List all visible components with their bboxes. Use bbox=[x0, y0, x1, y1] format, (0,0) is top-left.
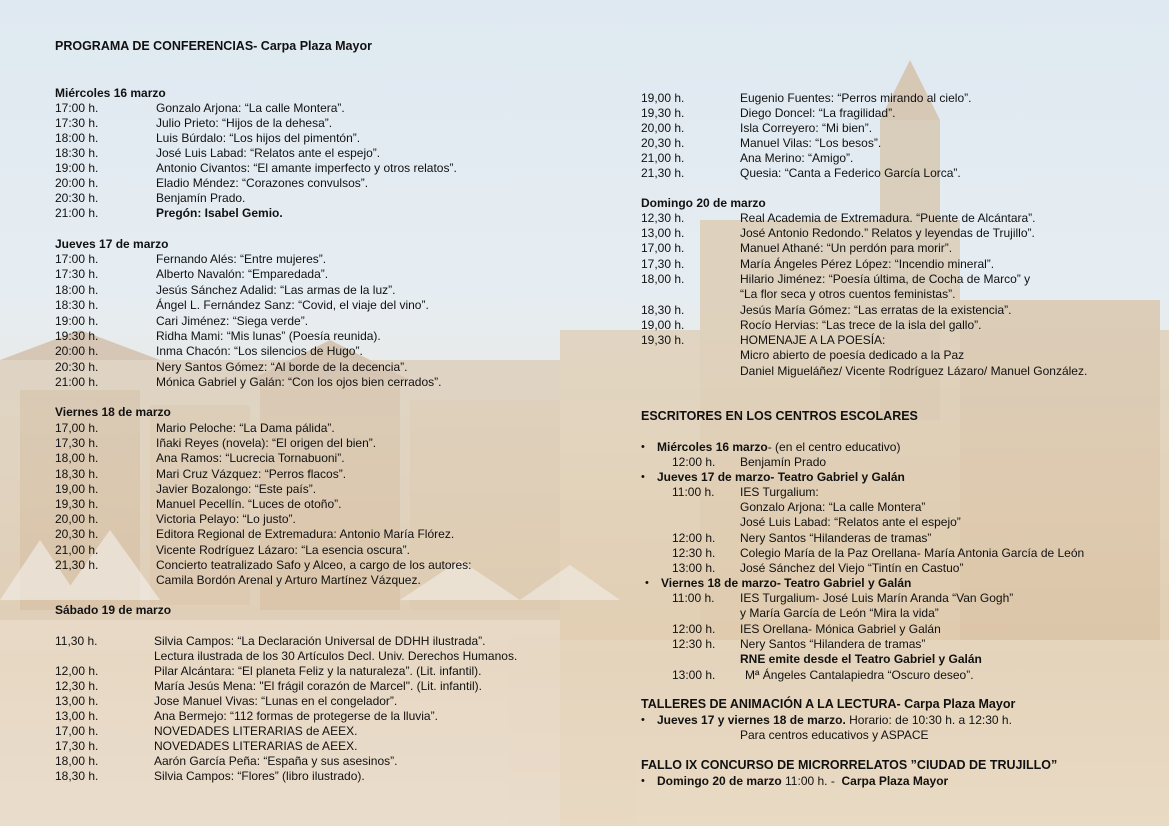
session-text: Jesús Sánchez Adalid: “Las armas de la luz”. bbox=[156, 283, 396, 297]
session-time: 12,30 h. bbox=[641, 211, 685, 225]
session-time: 20:00 h. bbox=[55, 344, 99, 358]
session-text: Editora Regional de Extremadura: Antonio María Flórez. bbox=[156, 527, 455, 541]
session-time: 19,30 h. bbox=[641, 333, 685, 347]
session-text: Mª Ángeles Cantalapiedra “Oscuro deseo”. bbox=[745, 668, 974, 682]
session-time: 13,00 h. bbox=[641, 226, 685, 240]
session-text: Jose Manuel Vivas: “Lunas en el congelador”. bbox=[154, 694, 398, 708]
session-text: NOVEDADES LITERARIAS de AEEX. bbox=[154, 739, 358, 753]
session-time: 21:00 h. bbox=[55, 375, 99, 389]
session-time: 12:30 h. bbox=[672, 546, 716, 560]
session-text: Mónica Gabriel y Galán: “Con los ojos bien cerrados”. bbox=[156, 375, 442, 389]
session-time: 13:00 h. bbox=[672, 561, 716, 575]
session-text: Iñaki Reyes (novela): “El origen del bien”. bbox=[156, 436, 377, 450]
session-time: 17:00 h. bbox=[55, 101, 99, 115]
session-time: 12:00 h. bbox=[672, 531, 716, 545]
session-text: María Ángeles Pérez López: “Incendio mineral”. bbox=[740, 257, 995, 271]
workshops-schedule: Jueves 17 y viernes 18 de marzo. Horario: de 10:30 h. a 12:30 h. bbox=[657, 713, 1012, 727]
session-time: 20,30 h. bbox=[641, 136, 685, 150]
session-text: Ana Merino: “Amigo”. bbox=[740, 151, 854, 165]
session-text: Ana Bermejo: “112 formas de protegerse de la lluvia”. bbox=[154, 709, 438, 723]
session-time: 11,30 h. bbox=[55, 634, 98, 648]
session-text-continued: Daniel Migueláñez/ Vicente Rodríguez Lázaro/ Manuel González. bbox=[740, 364, 1088, 378]
session-time: 19,00 h. bbox=[55, 482, 99, 496]
session-text: Benjamín Prado bbox=[740, 455, 827, 469]
session-time: 20,30 h. bbox=[55, 527, 99, 541]
session-time: 11:00 h. bbox=[672, 591, 715, 605]
session-text: Mario Peloche: “La Dama pálida”. bbox=[156, 421, 335, 435]
session-text: Real Academia de Extremadura. “Puente de Alcántara”. bbox=[740, 211, 1036, 225]
contest-schedule: Domingo 20 de marzo 11:00 h. - Carpa Plaza Mayor bbox=[657, 774, 949, 788]
session-text: María Jesús Mena: "El frágil corazón de Marcel". (Lit. infantil). bbox=[154, 679, 482, 693]
day-heading-sunday: Domingo 20 de marzo bbox=[641, 196, 766, 210]
session-text: Inma Chacón: “Los silencios de Hugo”. bbox=[156, 344, 363, 358]
session-time: 19,30 h. bbox=[55, 497, 99, 511]
session-text: Silvia Campos: “Flores” (libro ilustrado). bbox=[154, 769, 365, 783]
session-time: 13,00 h. bbox=[55, 709, 99, 723]
session-text: HOMENAJE A LA POESÍA: bbox=[740, 333, 886, 347]
session-time: 19,30 h. bbox=[641, 106, 685, 120]
session-time: 12:00 h. bbox=[672, 622, 716, 636]
session-text: José Luis Labad: “Relatos ante el espejo”. bbox=[156, 146, 381, 160]
session-time: 21:00 h. bbox=[55, 206, 99, 220]
session-text: José Antonio Redondo.” Relatos y leyendas de Trujillo”. bbox=[740, 226, 1035, 240]
session-text-continued: José Luis Labad: “Relatos ante el espejo” bbox=[740, 515, 961, 529]
session-text: Concierto teatralizado Safo y Alceo, a cargo de los autores: bbox=[156, 558, 472, 572]
session-time: 18:00 h. bbox=[55, 283, 99, 297]
session-text: Luis Búrdalo: “Los hijos del pimentón”. bbox=[156, 131, 361, 145]
session-time: 18:30 h. bbox=[55, 146, 99, 160]
session-time: 19,00 h. bbox=[641, 318, 685, 332]
session-text-continued: Lectura ilustrada de los 30 Artículos Decl. Univ. Derechos Humanos. bbox=[154, 649, 518, 663]
session-time: 20:30 h. bbox=[55, 191, 99, 205]
session-time: 17,30 h. bbox=[55, 436, 99, 450]
day-heading-saturday: Sábado 19 de marzo bbox=[55, 603, 172, 617]
session-time: 17:30 h. bbox=[55, 116, 99, 130]
bullet: • bbox=[641, 441, 645, 453]
session-text: Ana Ramos: “Lucrecia Tornabuoni”. bbox=[156, 451, 345, 465]
bullet: • bbox=[645, 577, 649, 589]
page-title: PROGRAMA DE CONFERENCIAS- Carpa Plaza Mayor bbox=[55, 39, 372, 53]
session-time: 18,30 h. bbox=[641, 303, 685, 317]
session-time: 21,30 h. bbox=[641, 166, 685, 180]
session-time: 12,30 h. bbox=[55, 679, 99, 693]
session-text: Quesia: “Canta a Federico García Lorca”. bbox=[740, 166, 961, 180]
bullet: • bbox=[641, 775, 645, 787]
session-text: Eugenio Fuentes: “Perros mirando al cielo”. bbox=[740, 91, 972, 105]
session-text: Ángel L. Fernández Sanz: “Covid, el viaje del vino”. bbox=[156, 298, 429, 312]
session-time: 20,00 h. bbox=[641, 121, 685, 135]
day-heading-wednesday: Miércoles 16 marzo bbox=[55, 86, 166, 100]
session-time: 19,00 h. bbox=[641, 91, 685, 105]
session-text-continued: Micro abierto de poesía dedicado a la Paz bbox=[740, 348, 965, 362]
session-text: Victoria Pelayo: “Lo justo”. bbox=[156, 512, 296, 526]
session-text: Nery Santos “Hilanderas de tramas” bbox=[740, 531, 932, 545]
day-heading-friday: Viernes 18 de marzo bbox=[55, 405, 171, 419]
session-time: 18,00 h. bbox=[641, 272, 685, 286]
session-time: 12:30 h. bbox=[672, 637, 716, 651]
session-time: 20:00 h. bbox=[55, 176, 99, 190]
session-time: 20:30 h. bbox=[55, 360, 99, 374]
session-text-continued: Camila Bordón Arenal y Arturo Martínez Vázquez. bbox=[156, 573, 421, 587]
session-text: Javier Bozalongo: “Este país”. bbox=[156, 482, 317, 496]
session-text: Nery Santos Gómez: “Al borde de la decencia”. bbox=[156, 360, 408, 374]
session-time: 17:30 h. bbox=[55, 267, 99, 281]
rne-broadcast-note: RNE emite desde el Teatro Gabriel y Galán bbox=[740, 652, 982, 666]
session-text-pregon: Pregón: Isabel Gemio. bbox=[156, 206, 283, 220]
session-time: 18,30 h. bbox=[55, 467, 99, 481]
session-text: Hilario Jiménez: “Poesía última, de Cocha de Marco” y bbox=[740, 272, 1031, 286]
session-time: 17,00 h. bbox=[55, 724, 99, 738]
session-text: Manuel Athané: “Un perdón para morir”. bbox=[740, 241, 953, 255]
session-text: Vicente Rodríguez Lázaro: “La esencia oscura”. bbox=[156, 543, 410, 557]
schools-group-heading: Miércoles 16 marzo- (en el centro educativo) bbox=[657, 440, 901, 454]
bullet: • bbox=[641, 471, 645, 483]
session-time: 19:00 h. bbox=[55, 161, 99, 175]
schools-group-heading: Jueves 17 de marzo- Teatro Gabriel y Galán bbox=[657, 470, 905, 484]
session-text-continued: y María García de León “Mira la vida” bbox=[740, 606, 939, 620]
bullet: • bbox=[641, 714, 645, 726]
session-time: 12,00 h. bbox=[55, 664, 99, 678]
session-time: 12:00 h. bbox=[672, 455, 716, 469]
session-time: 18,00 h. bbox=[55, 451, 99, 465]
session-time: 18:00 h. bbox=[55, 131, 99, 145]
session-text: IES Turgalium- José Luis Marín Aranda “Van Gogh” bbox=[740, 591, 1014, 605]
session-text: IES Turgalium: bbox=[740, 485, 819, 499]
session-text: Nery Santos “Hilandera de tramas” bbox=[740, 637, 926, 651]
session-time: 20,00 h. bbox=[55, 512, 99, 526]
session-time: 19:30 h. bbox=[55, 329, 99, 343]
session-text: Silvia Campos: “La Declaración Universal de DDHH ilustrada”. bbox=[154, 634, 486, 648]
session-time: 21,00 h. bbox=[641, 151, 685, 165]
session-text: Cari Jiménez: “Siega verde”. bbox=[156, 314, 309, 328]
session-time: 11:00 h. bbox=[672, 485, 715, 499]
session-text: Colegio María de la Paz Orellana- María Antonia García de León bbox=[740, 546, 1085, 560]
session-text: Antonio Civantos: “El amante imperfecto y otros relatos”. bbox=[156, 161, 457, 175]
session-text-continued: “La flor seca y otros cuentos feministas”. bbox=[740, 287, 956, 301]
session-time: 13:00 h. bbox=[672, 668, 716, 682]
session-text: Benjamín Prado. bbox=[156, 191, 246, 205]
session-time: 17,00 h. bbox=[641, 241, 685, 255]
session-time: 17,00 h. bbox=[55, 421, 99, 435]
session-time: 18,30 h. bbox=[55, 769, 99, 783]
workshops-section-title: TALLERES DE ANIMACIÓN A LA LECTURA- Carpa Plaza Mayor bbox=[641, 697, 1016, 711]
session-text: NOVEDADES LITERARIAS de AEEX. bbox=[154, 724, 358, 738]
session-text: Ridha Mami: “Mis lunas” (Poesía reunida). bbox=[156, 329, 381, 343]
session-text: Manuel Pecellín. “Luces de otoño”. bbox=[156, 497, 342, 511]
session-text: Julio Prieto: “Hijos de la dehesa”. bbox=[156, 116, 333, 130]
workshops-audience: Para centros educativos y ASPACE bbox=[740, 728, 929, 742]
contest-section-title: FALLO IX CONCURSO DE MICRORRELATOS ”CIUDAD DE TRUJILLO” bbox=[641, 758, 1058, 772]
schools-group-heading: Viernes 18 de marzo- Teatro Gabriel y Galán bbox=[661, 576, 912, 590]
schools-section-title: ESCRITORES EN LOS CENTROS ESCOLARES bbox=[641, 409, 918, 423]
session-text: Mari Cruz Vázquez: “Perros flacos”. bbox=[156, 467, 347, 481]
session-text: Eladio Méndez: “Corazones convulsos”. bbox=[156, 176, 369, 190]
session-time: 13,00 h. bbox=[55, 694, 99, 708]
session-time: 17,30 h. bbox=[641, 257, 685, 271]
session-text: Isla Correyero: “Mi bien”. bbox=[740, 121, 873, 135]
session-time: 21,00 h. bbox=[55, 543, 99, 557]
session-text: IES Orellana- Mónica Gabriel y Galán bbox=[740, 622, 941, 636]
session-time: 18:30 h. bbox=[55, 298, 99, 312]
session-text: Alberto Navalón: “Emparedada”. bbox=[156, 267, 329, 281]
session-text: Manuel Vilas: “Los besos”. bbox=[740, 136, 882, 150]
session-text: Fernando Alés: “Entre mujeres”. bbox=[156, 252, 327, 266]
session-text: Diego Doncel: “La fragilidad”. bbox=[740, 106, 896, 120]
session-text-continued: Gonzalo Arjona: “La calle Montera” bbox=[740, 500, 926, 514]
session-time: 21,30 h. bbox=[55, 558, 99, 572]
session-text: José Sánchez del Viejo “Tintín en Castuo” bbox=[740, 561, 964, 575]
session-time: 17,30 h. bbox=[55, 739, 99, 753]
session-time: 18,00 h. bbox=[55, 754, 99, 768]
session-text: Gonzalo Arjona: “La calle Montera”. bbox=[156, 101, 345, 115]
session-time: 17:00 h. bbox=[55, 252, 99, 266]
session-time: 19:00 h. bbox=[55, 314, 99, 328]
day-heading-thursday: Jueves 17 de marzo bbox=[55, 237, 169, 251]
session-text: Pilar Alcántara: “El planeta Feliz y la naturaleza”. (Lit. infantil). bbox=[154, 664, 482, 678]
session-text: Rocío Hervias: “Las trece de la isla del gallo”. bbox=[740, 318, 982, 332]
session-text: Jesús María Gómez: “Las erratas de la existencia”. bbox=[740, 303, 1012, 317]
session-text: Aarón García Peña: “España y sus asesinos”. bbox=[154, 754, 398, 768]
